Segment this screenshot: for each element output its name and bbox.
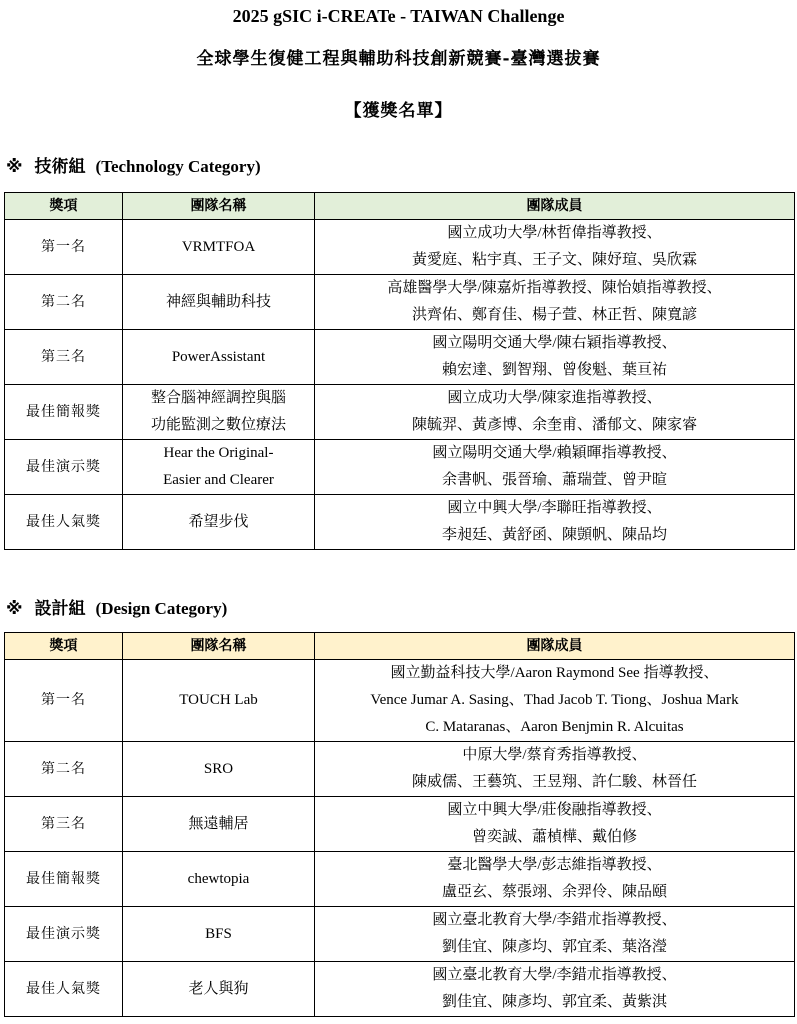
- team-name-cell: [123, 852, 315, 907]
- team-members-cell: [315, 275, 795, 330]
- award-cell: 最佳簡報獎: [5, 852, 123, 907]
- member-line: 國立中興大學/莊俊融指導教授、: [447, 802, 662, 818]
- table-header-row: [5, 633, 795, 660]
- award-cell: 第一名: [5, 660, 123, 742]
- team-name-line: PowerAssistant: [171, 348, 266, 365]
- technology-award-table: [4, 192, 795, 550]
- table-row: [5, 852, 795, 907]
- member-line: 曾奕誠、蕭楨樺、戴伯修: [471, 829, 637, 845]
- design-heading-en: (Design Category): [95, 599, 228, 618]
- team-members-cell: [315, 495, 795, 550]
- member-line: C. Mataranas、Aaron Benjmin R. Alcuitas: [425, 719, 684, 735]
- team-name-line: TOUCH Lab: [179, 692, 258, 708]
- member-line: 國立中興大學/李聯旺指導教授、: [447, 500, 662, 516]
- member-line: 李昶廷、黃舒函、陳顗帆、陳品均: [441, 527, 667, 543]
- team-name-line: 老人與狗: [188, 980, 249, 997]
- table-row: [5, 385, 795, 440]
- team-name-line: BFS: [205, 925, 232, 942]
- table-row: [5, 275, 795, 330]
- team-members-cell: [315, 220, 795, 275]
- team-name-cell: [123, 440, 315, 495]
- team-name-cell: [123, 907, 315, 962]
- reference-mark-icon: ※: [6, 599, 23, 619]
- member-line: 賴宏達、劉智翔、曾俊魁、葉亘祐: [441, 362, 667, 378]
- document-title-zh: 全球學生復健工程與輔助科技創新競賽-臺灣選拔賽: [196, 49, 601, 69]
- award-cell: 第一名: [5, 220, 123, 275]
- award-cell: 最佳演示獎: [5, 440, 123, 495]
- table-row: [5, 220, 795, 275]
- team-name-line: SRO: [203, 760, 234, 777]
- award-cell: 第二名: [5, 742, 123, 797]
- technology-section-heading: [6, 152, 261, 177]
- team-name-cell: [123, 742, 315, 797]
- member-line: 余書帆、張晉瑜、蕭瑞萱、曾尹暄: [441, 472, 667, 488]
- team-name-cell: [123, 797, 315, 852]
- team-members-cell: [315, 742, 795, 797]
- award-list-subtitle: 【獲獎名單】: [344, 101, 453, 121]
- team-members-cell: [315, 330, 795, 385]
- member-line: 高雄醫學大學/陳嘉炘指導教授、陳怡媜指導教授、: [387, 280, 722, 296]
- technology-heading-zh: 技術組: [34, 157, 86, 177]
- team-name-line: 希望步伐: [188, 513, 249, 530]
- table-row: [5, 742, 795, 797]
- team-members-cell: [315, 797, 795, 852]
- team-members-cell: [315, 660, 795, 742]
- column-header-award: 獎項: [5, 193, 123, 220]
- team-name-line: 無遠輔居: [188, 815, 249, 832]
- member-line: 國立臺北教育大學/李錯朮指導教授、: [432, 967, 677, 983]
- member-line: 國立臺北教育大學/李錯朮指導教授、: [432, 912, 677, 928]
- team-members-cell: [315, 385, 795, 440]
- team-name-line: Hear the Original-: [163, 445, 274, 461]
- reference-mark-icon: ※: [6, 157, 23, 177]
- team-members-cell: [315, 907, 795, 962]
- team-name-cell: [123, 385, 315, 440]
- team-name-cell: [123, 220, 315, 275]
- team-name-line: VRMTFOA: [181, 238, 256, 255]
- team-members-cell: [315, 440, 795, 495]
- member-line: 國立陽明交通大學/賴穎暉指導教授、: [432, 445, 677, 461]
- column-header-team: 團隊名稱: [123, 193, 315, 220]
- team-name-cell: [123, 495, 315, 550]
- award-cell: 最佳人氣獎: [5, 495, 123, 550]
- member-line: 陳威儒、王藝筑、王昱翔、許仁駿、林晉任: [411, 774, 697, 790]
- design-section-heading: [6, 594, 227, 619]
- team-name-cell: [123, 275, 315, 330]
- team-name-line: 功能監測之數位療法: [150, 417, 286, 433]
- award-cell: 最佳簡報獎: [5, 385, 123, 440]
- member-line: 劉佳宜、陳彥均、郭宜柔、葉洛瀅: [441, 939, 667, 955]
- table-row: [5, 660, 795, 742]
- team-name-cell: [123, 660, 315, 742]
- member-line: 國立勤益科技大學/Aaron Raymond See 指導教授、: [390, 665, 719, 681]
- member-line: 國立成功大學/林哲偉指導教授、: [447, 225, 662, 241]
- table-row: [5, 440, 795, 495]
- member-line: 盧亞玄、蔡張翊、余羿伶、陳品頤: [441, 884, 667, 900]
- team-name-cell: [123, 330, 315, 385]
- design-award-table: [4, 632, 795, 1017]
- document-title-en: 2025 gSIC i-CREATe - TAIWAN Challenge: [232, 6, 565, 26]
- member-line: 國立成功大學/陳家進指導教授、: [447, 390, 662, 406]
- team-name-line: 整合腦神經調控與腦: [150, 390, 286, 406]
- award-cell: 第二名: [5, 275, 123, 330]
- table-header-row: [5, 193, 795, 220]
- column-header-members: 團隊成員: [315, 193, 795, 220]
- column-header-award: 獎項: [5, 633, 123, 660]
- column-header-members: 團隊成員: [315, 633, 795, 660]
- design-heading-zh: 設計組: [34, 599, 86, 619]
- team-name-line: chewtopia: [187, 870, 250, 887]
- table-row: [5, 907, 795, 962]
- member-line: 陳毓羿、黃彥博、余奎甫、潘郁文、陳家睿: [411, 417, 697, 433]
- member-line: 中原大學/蔡育秀指導教授、: [462, 747, 647, 763]
- table-row: [5, 495, 795, 550]
- member-line: 黃愛庭、粘宇真、王子文、陳妤瑄、吳欣霖: [411, 252, 697, 268]
- table-row: [5, 330, 795, 385]
- column-header-team: 團隊名稱: [123, 633, 315, 660]
- award-cell: 最佳演示獎: [5, 907, 123, 962]
- member-line: 臺北醫學大學/彭志維指導教授、: [447, 857, 662, 873]
- team-name-line: Easier and Clearer: [163, 472, 274, 488]
- award-cell: 最佳人氣獎: [5, 962, 123, 1017]
- award-cell: 第三名: [5, 797, 123, 852]
- team-members-cell: [315, 852, 795, 907]
- member-line: 洪齊佑、鄭育佳、楊子萱、林正哲、陳寬諺: [411, 307, 697, 323]
- team-name-line: 神經與輔助科技: [165, 293, 271, 310]
- team-members-cell: [315, 962, 795, 1017]
- technology-heading-en: (Technology Category): [95, 157, 261, 176]
- member-line: Vence Jumar A. Sasing、Thad Jacob T. Tiong、Joshua Mark: [370, 692, 739, 708]
- member-line: 國立陽明交通大學/陳右穎指導教授、: [432, 335, 677, 351]
- member-line: 劉佳宜、陳彥均、郭宜柔、黃紫淇: [441, 994, 667, 1010]
- team-name-cell: [123, 962, 315, 1017]
- award-cell: 第三名: [5, 330, 123, 385]
- table-row: [5, 797, 795, 852]
- table-row: [5, 962, 795, 1017]
